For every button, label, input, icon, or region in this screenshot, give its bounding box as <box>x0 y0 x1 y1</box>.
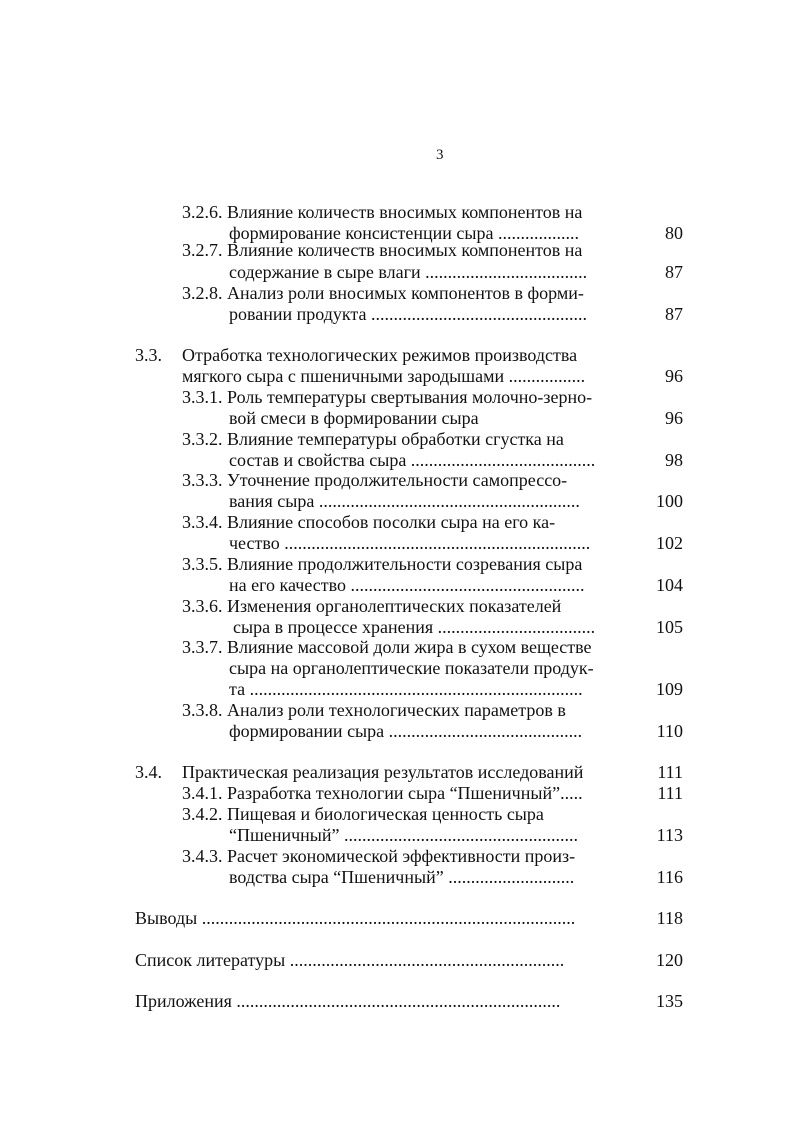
toc-entry-line: Список литературы ............................................................. <box>135 950 565 970</box>
toc-entry-line: формировании сыра ........................................... <box>229 721 583 741</box>
toc-entry-line: 3.2.8. Анализ роли вносимых компонентов в форми- <box>182 283 584 303</box>
toc-page-number: 105 <box>656 617 683 637</box>
toc-entry-line: водства сыра “Пшеничный” ............................ <box>229 867 575 887</box>
toc-entry-line: состав и свойства сыра ......................................... <box>229 450 596 470</box>
toc-entry-line: чество .................................................................... <box>229 533 591 553</box>
toc-entry-line: та .......................................................................... <box>229 679 583 699</box>
toc-entry-line: Приложения ........................................................................ <box>135 991 561 1011</box>
toc-page-number: 87 <box>665 262 683 282</box>
toc-entry-line: 3.4.2. Пищевая и биологическая ценность сыра <box>182 804 544 824</box>
toc-entry-line: 3.3.8. Анализ роли технологических параметров в <box>182 700 566 720</box>
toc-page-number: 120 <box>656 950 683 970</box>
toc-entry-line: Отработка технологических режимов производства <box>182 345 578 365</box>
toc-entry-line: 3.3.4. Влияние способов посолки сыра на его ка- <box>182 512 556 532</box>
toc-page-number: 118 <box>656 908 683 928</box>
toc-entry-line: ровании продукта ................................................ <box>229 304 588 324</box>
toc-page-number: 113 <box>656 825 683 845</box>
toc-entry-line: 3.2.6. Влияние количеств вносимых компонентов на <box>182 202 583 222</box>
toc-section-number: 3.4. <box>135 762 162 782</box>
toc-page-number: 102 <box>656 533 683 553</box>
toc-entry-line: вания сыра .......................................................... <box>229 491 580 511</box>
toc-entry-line: 3.3.1. Роль температуры свертывания молочно-зерно- <box>182 387 593 407</box>
toc-page-number: 100 <box>656 491 683 511</box>
toc-page-number: 87 <box>665 304 683 324</box>
toc-entry-line: 3.3.5. Влияние продолжительности созревания сыра <box>182 554 583 574</box>
toc-entry-line: 3.3.7. Влияние массовой доли жира в сухом веществе <box>182 637 592 657</box>
toc-entry-line: сыра на органолептические показатели продук- <box>229 658 594 678</box>
toc-page-number: 96 <box>665 366 683 386</box>
toc-entry-line: мягкого сыра с пшеничными зародышами ................. <box>182 366 586 386</box>
toc-page-number: 98 <box>665 450 683 470</box>
toc-entry-line: на его качество .................................................... <box>229 575 585 595</box>
toc-page-number: 135 <box>656 991 683 1011</box>
toc-page-number: 104 <box>656 575 683 595</box>
toc-entry-line: Выводы ................................................................................... <box>135 908 576 928</box>
toc-entry-line: формирование консистенции сыра .................. <box>229 223 579 243</box>
toc-page-number: 109 <box>656 679 683 699</box>
toc-page-number: 110 <box>656 721 683 741</box>
toc-entry-line: 3.3.3. Уточнение продолжительности самопрессо- <box>182 470 568 490</box>
toc-page-number: 111 <box>657 783 683 803</box>
toc-page-number: 96 <box>665 408 683 428</box>
page-number: 3 <box>436 147 444 163</box>
toc-entry-line: 3.2.7. Влияние количеств вносимых компонентов на <box>182 240 583 260</box>
toc-section-number: 3.3. <box>135 345 162 365</box>
toc-entry-line: содержание в сыре влаги .................................... <box>229 262 588 282</box>
toc-entry-line: Практическая реализация результатов исследований <box>182 762 584 782</box>
toc-page-number: 111 <box>657 762 683 782</box>
toc-entry-line: 3.4.3. Расчет экономической эффективности произ- <box>182 846 576 866</box>
toc-entry-line: 3.3.2. Влияние температуры обработки сгустка на <box>182 429 564 449</box>
toc-page-number: 116 <box>656 867 683 887</box>
toc-page-number: 80 <box>665 223 683 243</box>
toc-entry-line: 3.4.1. Разработка технологии сыра “Пшеничный”..... <box>182 783 583 803</box>
toc-entry-line: вой смеси в формировании сыра <box>229 408 479 428</box>
toc-entry-line: “Пшеничный” .................................................... <box>229 825 579 845</box>
toc-entry-line: сыра в процессе хранения ................................... <box>233 617 596 637</box>
toc-entry-line: 3.3.6. Изменения органолептических показателей <box>182 596 562 616</box>
